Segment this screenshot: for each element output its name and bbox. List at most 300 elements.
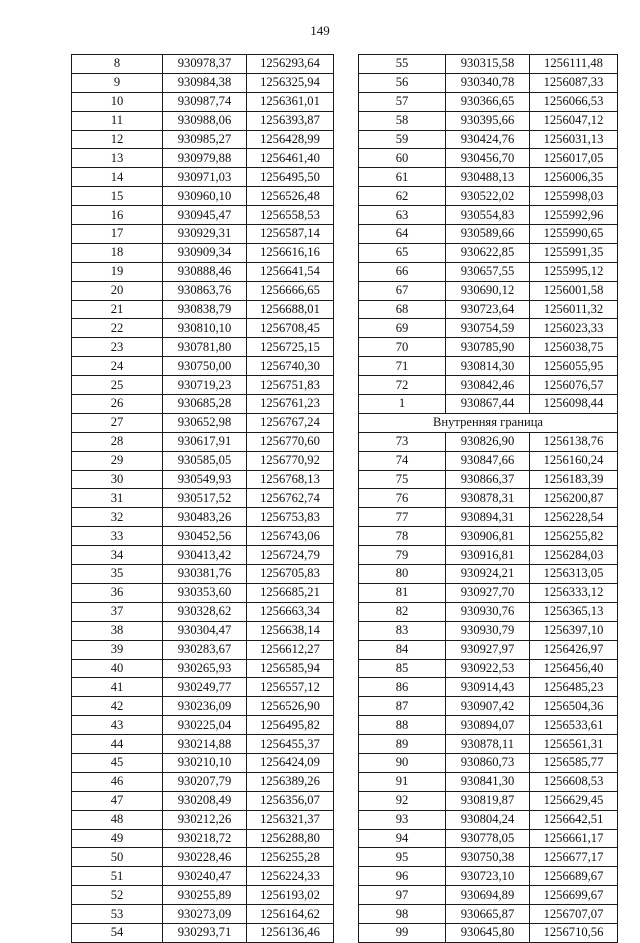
table-row [359,848,618,867]
x-coordinate-cell: 930878,31 [446,489,530,508]
x-coordinate-cell: 930984,38 [163,73,247,92]
x-coordinate-cell: 930340,78 [446,73,530,92]
x-coordinate-cell: 930914,43 [446,678,530,697]
point-number-cell: 66 [359,262,446,281]
point-number-cell: 68 [359,300,446,319]
y-coordinate-cell: 1256284,03 [530,546,618,565]
point-number-cell: 69 [359,319,446,338]
x-coordinate-cell: 930622,85 [446,243,530,262]
y-coordinate-cell: 1256224,33 [247,867,334,886]
y-coordinate-cell: 1256677,17 [530,848,618,867]
point-number-cell: 58 [359,111,446,130]
table-row [359,602,618,621]
y-coordinate-cell: 1256608,53 [530,772,618,791]
y-coordinate-cell: 1256333,12 [530,583,618,602]
y-coordinate-cell: 1256533,61 [530,716,618,735]
x-coordinate-cell: 930922,53 [446,659,530,678]
y-coordinate-cell: 1256389,26 [247,772,334,791]
table-row [72,659,334,678]
point-number-cell: 70 [359,338,446,357]
y-coordinate-cell: 1256228,54 [530,508,618,527]
x-coordinate-cell: 930907,42 [446,697,530,716]
table-row [72,262,334,281]
table-row [72,206,334,225]
table-row [72,413,334,432]
point-number-cell: 35 [72,565,163,584]
y-coordinate-cell: 1256762,74 [247,489,334,508]
point-number-cell: 13 [72,149,163,168]
table-row [359,92,618,111]
table-row [359,187,618,206]
point-number-cell: 21 [72,300,163,319]
x-coordinate-cell: 930304,47 [163,621,247,640]
table-row [359,149,618,168]
point-number-cell: 27 [72,413,163,432]
x-coordinate-cell: 930804,24 [446,810,530,829]
x-coordinate-cell: 930945,47 [163,206,247,225]
x-coordinate-cell: 930719,23 [163,376,247,395]
x-coordinate-cell: 930723,10 [446,867,530,886]
x-coordinate-cell: 930929,31 [163,225,247,244]
x-coordinate-cell: 930225,04 [163,716,247,735]
y-coordinate-cell: 1256526,90 [247,697,334,716]
point-number-cell: 49 [72,829,163,848]
x-coordinate-cell: 930863,76 [163,281,247,300]
x-coordinate-cell: 930916,81 [446,546,530,565]
point-number-cell: 74 [359,451,446,470]
x-coordinate-cell: 930413,42 [163,546,247,565]
table-row [72,640,334,659]
x-coordinate-cell: 930652,98 [163,413,247,432]
x-coordinate-cell: 930930,79 [446,621,530,640]
y-coordinate-cell: 1256356,07 [247,791,334,810]
y-coordinate-cell: 1256770,92 [247,451,334,470]
x-coordinate-cell: 930685,28 [163,395,247,414]
y-coordinate-cell: 1256504,36 [530,697,618,716]
y-coordinate-cell: 1256255,82 [530,527,618,546]
table-row [359,583,618,602]
table-row [72,678,334,697]
y-coordinate-cell: 1256138,76 [530,432,618,451]
table-row [72,848,334,867]
x-coordinate-cell: 930488,13 [446,168,530,187]
x-coordinate-cell: 930381,76 [163,565,247,584]
x-coordinate-cell: 930819,87 [446,791,530,810]
point-number-cell: 38 [72,621,163,640]
table-row [72,451,334,470]
table-row [72,111,334,130]
x-coordinate-cell: 930814,30 [446,357,530,376]
x-coordinate-cell: 930924,21 [446,565,530,584]
point-number-cell: 32 [72,508,163,527]
point-number-cell: 92 [359,791,446,810]
y-coordinate-cell: 1256558,53 [247,206,334,225]
table-row [359,640,618,659]
x-coordinate-cell: 930228,46 [163,848,247,867]
point-number-cell: 48 [72,810,163,829]
x-coordinate-cell: 930847,66 [446,451,530,470]
y-coordinate-cell: 1256699,67 [530,886,618,905]
x-coordinate-cell: 930315,58 [446,55,530,74]
point-number-cell: 99 [359,923,446,942]
x-coordinate-cell: 930690,12 [446,281,530,300]
x-coordinate-cell: 930723,64 [446,300,530,319]
table-row [72,489,334,508]
coordinates-table-left [71,54,334,943]
table-row [72,130,334,149]
table-row [359,678,618,697]
point-number-cell: 26 [72,395,163,414]
x-coordinate-cell: 930842,46 [446,376,530,395]
x-coordinate-cell: 930826,90 [446,432,530,451]
table-row [359,716,618,735]
point-number-cell: 95 [359,848,446,867]
table-row [359,130,618,149]
table-row [359,168,618,187]
x-coordinate-cell: 930894,31 [446,508,530,527]
point-number-cell: 88 [359,716,446,735]
y-coordinate-cell: 1256038,75 [530,338,618,357]
y-coordinate-cell: 1256641,54 [247,262,334,281]
x-coordinate-cell: 930554,83 [446,206,530,225]
table-row [72,923,334,942]
x-coordinate-cell: 930927,70 [446,583,530,602]
point-number-cell: 59 [359,130,446,149]
y-coordinate-cell: 1256666,65 [247,281,334,300]
x-coordinate-cell: 930785,90 [446,338,530,357]
table-row [72,546,334,565]
x-coordinate-cell: 930878,11 [446,735,530,754]
point-number-cell: 41 [72,678,163,697]
y-coordinate-cell: 1256685,21 [247,583,334,602]
point-number-cell: 84 [359,640,446,659]
table-row [72,92,334,111]
table-row [72,867,334,886]
table-row [359,451,618,470]
table-row [359,395,618,414]
x-coordinate-cell: 930483,26 [163,508,247,527]
point-number-cell: 85 [359,659,446,678]
x-coordinate-cell: 930517,52 [163,489,247,508]
y-coordinate-cell: 1256076,57 [530,376,618,395]
point-number-cell: 67 [359,281,446,300]
y-coordinate-cell: 1256661,17 [530,829,618,848]
point-number-cell: 77 [359,508,446,527]
y-coordinate-cell: 1256689,67 [530,867,618,886]
y-coordinate-cell: 1256456,40 [530,659,618,678]
table-row [359,319,618,338]
point-number-cell: 29 [72,451,163,470]
y-coordinate-cell: 1256426,97 [530,640,618,659]
section-header-row [359,413,618,432]
point-number-cell: 8 [72,55,163,74]
x-coordinate-cell: 930328,62 [163,602,247,621]
y-coordinate-cell: 1256708,45 [247,319,334,338]
x-coordinate-cell: 930979,88 [163,149,247,168]
y-coordinate-cell: 1256006,35 [530,168,618,187]
table-row [359,923,618,942]
table-row [359,772,618,791]
y-coordinate-cell: 1256612,27 [247,640,334,659]
table-row [359,829,618,848]
x-coordinate-cell: 930754,59 [446,319,530,338]
x-coordinate-cell: 930930,76 [446,602,530,621]
y-coordinate-cell: 1256098,44 [530,395,618,414]
point-number-cell: 98 [359,905,446,924]
point-number-cell: 18 [72,243,163,262]
point-number-cell: 45 [72,753,163,772]
table-row [72,187,334,206]
point-number-cell: 61 [359,168,446,187]
point-number-cell: 73 [359,432,446,451]
y-coordinate-cell: 1256160,24 [530,451,618,470]
y-coordinate-cell: 1256313,05 [530,565,618,584]
point-number-cell: 71 [359,357,446,376]
table-row [359,659,618,678]
x-coordinate-cell: 930985,27 [163,130,247,149]
point-number-cell: 39 [72,640,163,659]
x-coordinate-cell: 930778,05 [446,829,530,848]
table-row [359,470,618,489]
y-coordinate-cell: 1256428,99 [247,130,334,149]
x-coordinate-cell: 930694,89 [446,886,530,905]
y-coordinate-cell: 1256066,53 [530,92,618,111]
x-coordinate-cell: 930549,93 [163,470,247,489]
x-coordinate-cell: 930888,46 [163,262,247,281]
point-number-cell: 56 [359,73,446,92]
x-coordinate-cell: 930987,74 [163,92,247,111]
point-number-cell: 34 [72,546,163,565]
table-row [72,905,334,924]
x-coordinate-cell: 930424,76 [446,130,530,149]
point-number-cell: 60 [359,149,446,168]
point-number-cell: 65 [359,243,446,262]
y-coordinate-cell: 1256325,94 [247,73,334,92]
y-coordinate-cell: 1256397,10 [530,621,618,640]
point-number-cell: 93 [359,810,446,829]
point-number-cell: 36 [72,583,163,602]
table-row [359,281,618,300]
point-number-cell: 78 [359,527,446,546]
point-number-cell: 30 [72,470,163,489]
point-number-cell: 16 [72,206,163,225]
table-row [359,73,618,92]
x-coordinate-cell: 930452,56 [163,527,247,546]
point-number-cell: 15 [72,187,163,206]
table-row [72,55,334,74]
table-row [359,735,618,754]
table-row [359,508,618,527]
y-coordinate-cell: 1256725,15 [247,338,334,357]
table-row [359,376,618,395]
y-coordinate-cell: 1256638,14 [247,621,334,640]
point-number-cell: 20 [72,281,163,300]
table-row [72,243,334,262]
point-number-cell: 55 [359,55,446,74]
table-row [72,791,334,810]
point-number-cell: 82 [359,602,446,621]
y-coordinate-cell: 1256485,23 [530,678,618,697]
x-coordinate-cell: 930273,09 [163,905,247,924]
table-row [359,867,618,886]
y-coordinate-cell: 1256751,83 [247,376,334,395]
y-coordinate-cell: 1256770,60 [247,432,334,451]
x-coordinate-cell: 930617,91 [163,432,247,451]
x-coordinate-cell: 930866,37 [446,470,530,489]
table-row [72,583,334,602]
point-number-cell: 12 [72,130,163,149]
point-number-cell: 63 [359,206,446,225]
table-row [72,470,334,489]
x-coordinate-cell: 930249,77 [163,678,247,697]
x-coordinate-cell: 930208,49 [163,791,247,810]
x-coordinate-cell: 930781,80 [163,338,247,357]
y-coordinate-cell: 1256365,13 [530,602,618,621]
point-number-cell: 47 [72,791,163,810]
x-coordinate-cell: 930927,97 [446,640,530,659]
y-coordinate-cell: 1256023,33 [530,319,618,338]
x-coordinate-cell: 930255,89 [163,886,247,905]
table-row [72,168,334,187]
table-row [72,753,334,772]
table-row [359,243,618,262]
table-row [359,546,618,565]
y-coordinate-cell: 1256707,07 [530,905,618,924]
x-coordinate-cell: 930585,05 [163,451,247,470]
x-coordinate-cell: 930522,02 [446,187,530,206]
table-row [72,810,334,829]
x-coordinate-cell: 930236,09 [163,697,247,716]
y-coordinate-cell: 1256616,16 [247,243,334,262]
y-coordinate-cell: 1255990,65 [530,225,618,244]
y-coordinate-cell: 1256193,02 [247,886,334,905]
table-row [359,905,618,924]
x-coordinate-cell: 930750,00 [163,357,247,376]
point-number-cell: 86 [359,678,446,697]
y-coordinate-cell: 1256724,79 [247,546,334,565]
y-coordinate-cell: 1256164,62 [247,905,334,924]
point-number-cell: 91 [359,772,446,791]
y-coordinate-cell: 1256455,37 [247,735,334,754]
point-number-cell: 23 [72,338,163,357]
y-coordinate-cell: 1255991,35 [530,243,618,262]
point-number-cell: 75 [359,470,446,489]
table-row [359,357,618,376]
y-coordinate-cell: 1256585,94 [247,659,334,678]
y-coordinate-cell: 1256321,37 [247,810,334,829]
y-coordinate-cell: 1256055,95 [530,357,618,376]
point-number-cell: 37 [72,602,163,621]
y-coordinate-cell: 1256288,80 [247,829,334,848]
table-row [72,338,334,357]
point-number-cell: 80 [359,565,446,584]
y-coordinate-cell: 1256761,23 [247,395,334,414]
point-number-cell: 52 [72,886,163,905]
x-coordinate-cell: 930207,79 [163,772,247,791]
x-coordinate-cell: 930283,67 [163,640,247,659]
point-number-cell: 94 [359,829,446,848]
x-coordinate-cell: 930971,03 [163,168,247,187]
table-row [72,300,334,319]
table-row [72,319,334,338]
y-coordinate-cell: 1256017,05 [530,149,618,168]
x-coordinate-cell: 930218,72 [163,829,247,848]
y-coordinate-cell: 1256740,30 [247,357,334,376]
table-row [359,206,618,225]
point-number-cell: 43 [72,716,163,735]
x-coordinate-cell: 930909,34 [163,243,247,262]
y-coordinate-cell: 1256424,09 [247,753,334,772]
table-row [359,697,618,716]
y-coordinate-cell: 1256767,24 [247,413,334,432]
table-row [72,527,334,546]
point-number-cell: 62 [359,187,446,206]
y-coordinate-cell: 1256047,12 [530,111,618,130]
x-coordinate-cell: 930353,60 [163,583,247,602]
x-coordinate-cell: 930645,80 [446,923,530,942]
point-number-cell: 44 [72,735,163,754]
table-row [72,829,334,848]
x-coordinate-cell: 930988,06 [163,111,247,130]
x-coordinate-cell: 930456,70 [446,149,530,168]
page-number: 149 [310,23,330,38]
table-row [359,621,618,640]
y-coordinate-cell: 1255995,12 [530,262,618,281]
point-number-cell: 1 [359,395,446,414]
y-coordinate-cell: 1255998,03 [530,187,618,206]
table-row [72,716,334,735]
point-number-cell: 53 [72,905,163,924]
point-number-cell: 28 [72,432,163,451]
table-row [359,55,618,74]
x-coordinate-cell: 930978,37 [163,55,247,74]
table-row [72,697,334,716]
point-number-cell: 96 [359,867,446,886]
y-coordinate-cell: 1256642,51 [530,810,618,829]
y-coordinate-cell: 1256495,82 [247,716,334,735]
point-number-cell: 25 [72,376,163,395]
point-number-cell: 9 [72,73,163,92]
table-row [359,489,618,508]
y-coordinate-cell: 1256587,14 [247,225,334,244]
x-coordinate-cell: 930665,87 [446,905,530,924]
x-coordinate-cell: 930214,88 [163,735,247,754]
table-row [72,565,334,584]
table-row [359,300,618,319]
y-coordinate-cell: 1256585,77 [530,753,618,772]
y-coordinate-cell: 1256111,48 [530,55,618,74]
y-coordinate-cell: 1256393,87 [247,111,334,130]
x-coordinate-cell: 930212,26 [163,810,247,829]
x-coordinate-cell: 930841,30 [446,772,530,791]
table-row [72,281,334,300]
point-number-cell: 54 [72,923,163,942]
point-number-cell: 31 [72,489,163,508]
point-number-cell: 87 [359,697,446,716]
y-coordinate-cell: 1256663,34 [247,602,334,621]
point-number-cell: 64 [359,225,446,244]
x-coordinate-cell: 930906,81 [446,527,530,546]
y-coordinate-cell: 1256293,64 [247,55,334,74]
x-coordinate-cell: 930293,71 [163,923,247,942]
point-number-cell: 79 [359,546,446,565]
point-number-cell: 19 [72,262,163,281]
table-row [359,225,618,244]
y-coordinate-cell: 1256688,01 [247,300,334,319]
y-coordinate-cell: 1256031,13 [530,130,618,149]
y-coordinate-cell: 1256461,40 [247,149,334,168]
table-row [72,735,334,754]
